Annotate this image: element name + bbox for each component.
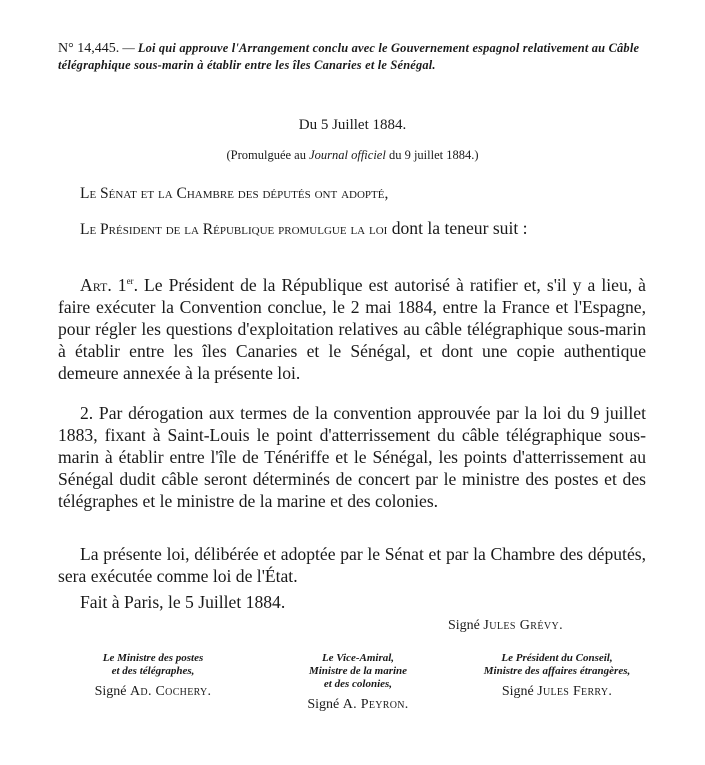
signatory-title-line: Le Président du Conseil, [501,652,613,664]
signatory-name-text: Ad. Cochery. [130,684,212,699]
heading-dash: — [119,41,138,55]
article-2 [58,402,646,512]
law-date: Du 5 Juillet 1884. [298,117,407,133]
signatory-name-text: Jules Ferry. [537,684,613,699]
sign-label: Signé [94,684,131,699]
promulgation-open: (Promulguée au [226,148,310,162]
law-number: N° 14,445. [58,41,120,56]
signatory-name [283,697,433,713]
article-2-text: Par dérogation aux termes de la convention approuvée par la loi du 9 juillet 1883, fixant à Saint-Louis le point d'atterrissement du câble télégraphique sous-marin à établir entre l'île de Ténériffe et le Sénégal, les points d'atterrissement au Sénégal dudit câble seront déterminés de concert par le ministre des postes et des télégraphes et le ministre de la marine et des colonies. [58,403,646,511]
signatory-peyron [283,652,433,713]
signatory-title-line: Ministre des affaires étrangères, [483,665,631,677]
signatory-name [462,684,652,700]
article-1 [58,270,646,384]
article-1-label-end: . [133,274,138,295]
preamble-senat: Le Sénat et la Chambre des députés ont adopté, [80,185,389,202]
signatory-title-line: Ministre de la marine [308,665,408,677]
preamble-president [58,218,646,240]
promulgation-close: du 9 juillet 1884.) [385,148,479,162]
signatory-name-text: A. Peyron. [342,697,409,712]
sign-label: Signé [307,697,343,712]
law-heading [58,40,650,74]
journal-name: Journal officiel [309,148,386,162]
signatory-title-line: et des télégraphes, [111,665,195,677]
article-1-text: Le Président de la République est autorisé à ratifier et, s'il y a lieu, à faire exécuter la Convention conclue, le 2 mai 1884, entre la France et l'Espagne, pour régler les questions d'exploitation relatives au câble télégraphique sous-marin à établir entre les îles Canaries et le Sénégal, et dont une copie authentique demeure annexée à la présente loi. [58,274,646,383]
place-date: Fait à Paris, le 5 Juillet 1884. [80,592,286,612]
president-signature [448,618,563,634]
article-1-sup: er [126,276,134,286]
signatory-title-line: Le Ministre des postes [102,652,204,664]
article-1-label: Art. 1 [80,274,127,295]
president-name: Jules Grévy. [483,618,563,633]
signatory-name [78,684,228,700]
signatory-cochery [78,652,228,700]
signatory-ferry [462,652,652,700]
article-2-label: 2. [80,403,94,423]
preamble-president-sc: Le Président de la République promulgue la loi [80,221,388,238]
sign-label: Signé [501,684,538,699]
execution-clause: La présente loi, délibérée et adoptée par le Sénat et par la Chambre des députés, sera exécutée comme loi de l'État. [58,544,646,586]
preamble-president-rest: dont la teneur suit : [387,218,528,238]
president-sign-label: Signé [448,618,484,633]
signatory-title-line: et des colonies, [323,678,393,690]
promulgation-note [0,148,705,163]
signatory-title-line: Le Vice-Amiral, [321,652,395,664]
law-title: Loi qui approuve l'Arrangement conclu avec le Gouvernement espagnol relativement au Câble télégraphique sous-marin à établir entre les îles Canaries et le Sénégal. [58,41,640,72]
